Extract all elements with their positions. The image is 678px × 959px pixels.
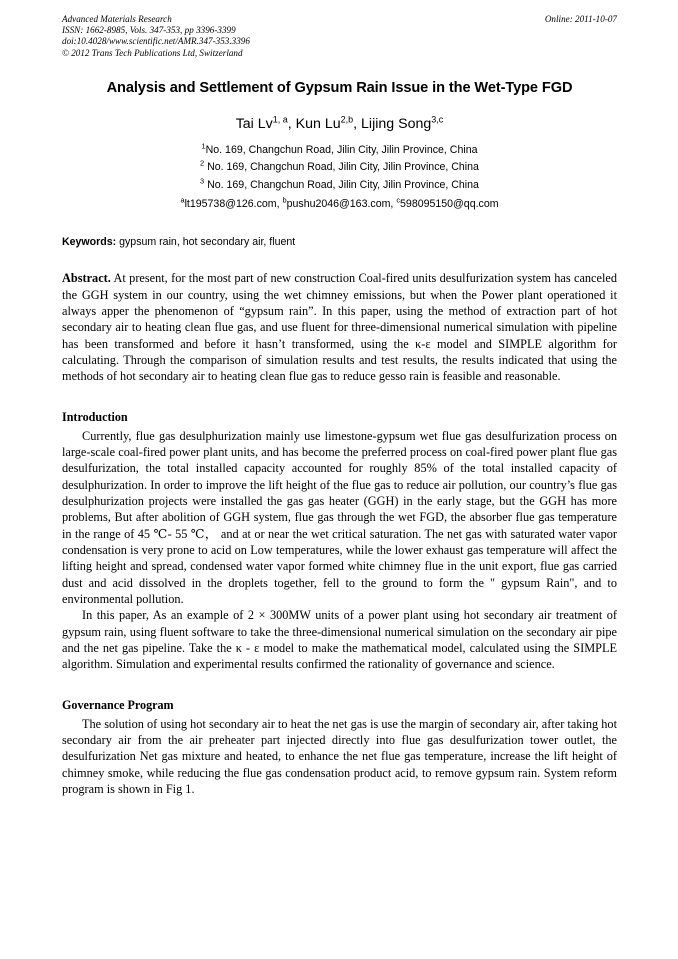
doi-line[interactable]: doi:10.4028/www.scientific.net/AMR.347-353.3396 <box>62 36 250 47</box>
author-separator-1: , <box>287 115 296 132</box>
masthead-left-block <box>62 14 482 59</box>
affiliation-marker-3: 3 <box>200 176 205 186</box>
email-address-c[interactable]: 598095150@qq.com <box>400 197 499 210</box>
abstract-block <box>62 270 617 384</box>
keywords-line <box>62 235 617 249</box>
author-name-1: Tai Lv <box>235 115 273 132</box>
author-separator-2: , <box>353 115 362 132</box>
affiliation-text-3: No. 169, Changchun Road, Jilin City, Jilin Province, China <box>204 179 479 191</box>
paper-title: Analysis and Settlement of Gypsum Rain Issue in the Wet-Type FGD <box>106 79 573 96</box>
author-affiliation-marker-1: 1, a <box>272 114 288 125</box>
email-marker-c: c <box>396 195 401 205</box>
issn-volume-pages: ISSN: 1662-8985, Vols. 347-353, pp 3396-3399 <box>62 25 236 36</box>
email-address-b[interactable]: pushu2046@163.com, <box>286 197 397 210</box>
journal-name: Advanced Materials Research <box>62 14 172 24</box>
affiliation-text-2: No. 169, Changchun Road, Jilin City, Jilin Province, China <box>204 161 479 174</box>
email-marker-a: a <box>180 195 185 205</box>
email-address-a[interactable]: lt195738@126.com, <box>184 197 283 210</box>
affiliation-1 <box>62 142 617 160</box>
affiliation-marker-1: 1 <box>201 141 206 151</box>
copyright-line: © 2012 Trans Tech Publications Ltd, Switzerland <box>62 47 243 58</box>
affiliation-marker-2: 2 <box>200 158 205 168</box>
section-paragraph: The solution of using hot secondary air to heat the net gas is use the margin of secondary air, after taking hot secondary air from the air preheater part injected directly into flue gas desulfurization tower outlet, the desulfurization Net gas mixture and heated, to enhance the net flue gas temperature, increase the lift height of chimney smoke, while reducing the flue gas condensation product acid, to remove gypsum rain. System reform program is shown in Fig 1. <box>62 716 617 797</box>
author-name-2: Kun Lu <box>295 115 341 132</box>
author-name-3: Lijing Song <box>361 115 432 132</box>
online-date: Online: 2011-10-07 <box>544 14 617 24</box>
author-affiliation-marker-2: 2,b <box>340 114 354 125</box>
section-heading-introduction: Introduction <box>62 409 128 424</box>
keywords-label: Keywords: <box>62 236 117 249</box>
author-affiliation-marker-3: 3,c <box>431 114 444 125</box>
affiliation-text-1: No. 169, Changchun Road, Jilin City, Jilin Province, China <box>205 143 478 156</box>
journal-masthead <box>62 14 617 59</box>
affiliation-2 <box>62 159 617 177</box>
abstract-text: At present, for the most part of new construction Coal-fired units desulfurization system has canceled the GGH system in our country, using the wet chimney emissions, but when the Power plant operationed it always apper the phenomenon of “gypsum rain”. In this paper, using the method of extraction part of hot secondary air to heating clean flue gas, and use fluent for three-dimensional numerical simulation with pipeline has been transformed and before it hasn’t transformed, using the κ-ε model and SIMPLE algorithm for calculating. Through the comparison of simulation results and test results, the results indicated that using the methods of hot secondary air to heating clean flue gas to reduce gesso rain is feasible and reasonable. <box>62 271 617 384</box>
affiliation-3 <box>62 177 617 195</box>
section-heading-governance-program: Governance Program <box>62 697 174 712</box>
section-paragraph: In this paper, As an example of 2 × 300MW units of a power plant using hot secondary air treatment of gypsum rain, using fluent software to take the three-dimensional numerical simulation on the secondary air pipe and the net gas pipeline. Take the κ - ε model to make the mathematical model, calculated using the SIMPLE algorithm. Simulation and experimental results confirmed the rationality of governance and science. <box>62 608 617 672</box>
keywords-value: gypsum rain, hot secondary air, fluent <box>116 236 296 249</box>
author-emails <box>62 196 617 214</box>
section-paragraph: Currently, flue gas desulphurization mainly use limestone-gypsum wet flue gas desulfurization process on large-scale coal-fired power plant units, and has become the preferred process on coal-fired power plant flue gas desulfurization, the total installed capacity accounted for roughly 85% of the total installed capacity of desulphurization. In order to improve the lift height of the flue gas to reduce air pollution, our country’s flue gas desulphurization projects were installed the gas gas heater (GGH) in the early stage, but the GGH has more problems, But after abolition of GGH system, flue gas through the wet FGD, the absorber flue gas temperature in the range of 45 ℃- 55 ℃， and at or near the wet critical saturation. The net gas with saturated water vapor condensation is very prone to acid on Low temperatures, while the lower exhaust gas temperature will affect the lifting height and spread, condensed water vapor formed white chimney flue in the unit export, flue gas carried dust and acid dissolved in the droplets together, fell to the ground to form the " gypsum Rain", and to environmental pollution. <box>62 428 617 607</box>
affiliation-list <box>62 142 617 195</box>
email-marker-b: b <box>282 195 287 205</box>
abstract-label: Abstract. <box>62 271 111 286</box>
author-list <box>62 116 617 133</box>
